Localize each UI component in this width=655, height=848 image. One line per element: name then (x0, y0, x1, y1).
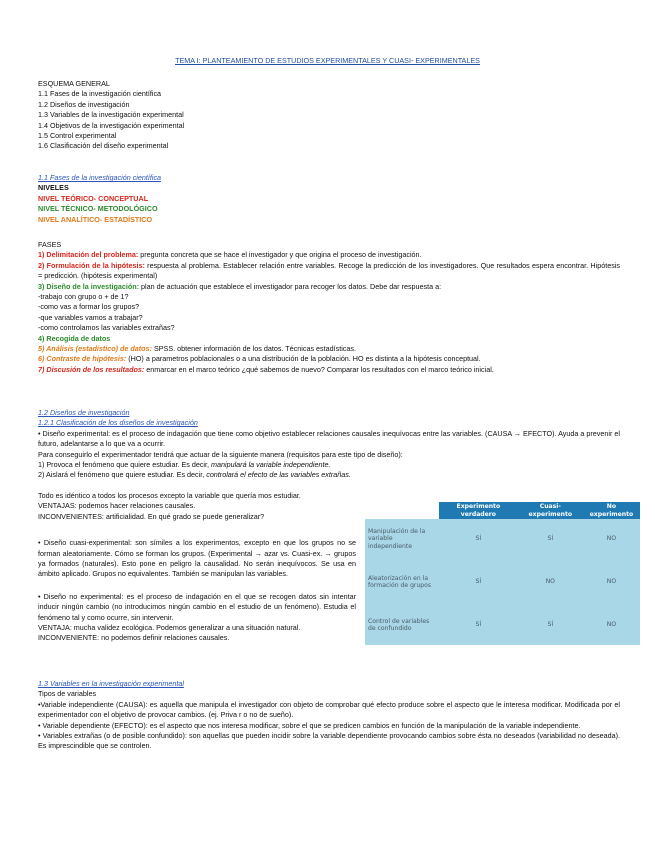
variable-independiente-para: •Variable independiente (CAUSA): es aquella que manipula el investigador con objeto de comprobar qué efecto produce sobre el aspecto que le interesa modificar. Modificada por el experimentador con el objetivo de provocar cambios. (ej. Priva r o no de sueño). (38, 699, 620, 720)
table-header-row (365, 502, 640, 519)
inconvenientes-text: INCONVENIENTES: artificialidad. En qué grado se puede generalizar? (38, 511, 265, 521)
table-corner (365, 502, 439, 519)
table-row-label: Aleatorización en la formación de grupos (365, 559, 439, 605)
fase-3-item: -como vas a formar los grupos? (38, 302, 140, 312)
table-row-label: Manipulación de la variable independiente (365, 519, 439, 559)
document-title: TEMA I: PLANTEAMIENTO DE ESTUDIOS EXPERIMENTALES Y CUASI- EXPERIMENTALES (175, 56, 480, 65)
nivel-teorico: NIVEL TEÓRICO- CONCEPTUAL (38, 193, 149, 203)
requisito-2 (38, 470, 620, 480)
requisito-text: 1) Provoca el fenómeno que quiere estudiar. Es decir, (38, 460, 212, 470)
table-header: Experimento verdadero (439, 502, 518, 519)
no-experimental-para: • Diseño no experimental: es el proceso de indagación en el que se recogen datos sin intentar inducir ningún cambio (no introducimos ningún cambio en el estudio de un fenómeno). Estudia el fenómeno tal y como ocurre, sin intervenir. (38, 591, 356, 622)
fase-text: respuesta al problema. Establecer relación entre variables. Recoge la predicción de los investigadores. Que resultados espera encontrar. Hipótesis = predicción. (hipótesis experimental) (38, 260, 620, 281)
ventaja-2-text: VENTAJA: mucha validez ecológica. Podemos generalizar a una situación natural. (38, 623, 301, 633)
requisitos-text: Para conseguirlo el experimentador tendrá que actuar de la siguiente manera (requisitos para este tipo de diseño): (38, 449, 403, 459)
diseno-left-column (38, 491, 356, 644)
esquema-heading: ESQUEMA GENERAL (38, 79, 110, 88)
section-1-2 (38, 408, 620, 481)
fase-3 (38, 282, 620, 292)
fase-label: 2) Formulación de la hipótesis: (38, 260, 145, 270)
fase-4: 4) Recogida de datos (38, 333, 111, 343)
esquema-item: 1.4 Objetivos de la investigación experimental (38, 120, 185, 130)
esquema-item: 1.2 Diseños de investigación (38, 99, 130, 109)
subsection-heading[interactable]: 1.2.1 Clasificación de los diseños de investigación (38, 418, 198, 428)
table-header: Cuasi-experimento (518, 502, 583, 519)
tipos-label: Tipos de variables (38, 689, 97, 699)
table-cell: SÍ (439, 519, 518, 559)
nivel-tecnico: NIVEL TÉCNICO- METODOLÓGICO (38, 204, 158, 214)
fase-3-item: -trabajo con grupo o + de 1? (38, 292, 129, 302)
diseno-experimental-para: • Diseño experimental: es el proceso de indagación que tiene como objetivo establecer relaciones causales inequívocas entre las variables. (CAUSA → EFECTO). Ayuda a prevenir el futuro, adelantarse a lo que va a ocurrir. (38, 428, 620, 449)
section-heading[interactable]: 1.3 Variables en la investigación experimental (38, 679, 184, 688)
fase-text: SPSS. obtener información de los datos. Técnicas estadísticas. (151, 344, 356, 354)
table-cell: SÍ (439, 605, 518, 645)
fase-text: plan de actuación que establece el investigador para recoger los datos. Debe dar respuesta a: (139, 281, 442, 291)
fase-text: enmarcar en el marco teórico ¿qué sabemos de nuevo? Comparar los resultados con el marco teórico inicial. (144, 364, 494, 374)
variables-extranas-para: • Variables extrañas (o de posible confundido): son aquellas que pueden incidir sobre la variable dependiente provocando cambios sobre ésta no deseados (variabilidad no deseada). Es imprescindible que se controlen. (38, 731, 620, 751)
fase-3-item: -que variables vamos a trabajar? (38, 312, 143, 322)
fases-block (38, 240, 620, 375)
table-row-label: Control de variables de confundido (365, 605, 439, 645)
cuasi-para: • Diseño cuasi-experimental: son símiles a los experimentos, excepto en que los grupos no se forman aleatoriamente. Cómo se forman los grupos. (Experimental → azar vs. Cuasi-ex. → grupos ya formados (naturales). Esto pone en peligro la causalidad. No serán inequívocos. Se usa en ámbito aplicado. Grupos no equivalentes. También se manipulan las variables. (38, 538, 356, 579)
esquema-item: 1.6 Clasificación del diseño experimental (38, 141, 169, 151)
requisito-emph: controlará el efecto de las variables extrañas. (206, 470, 351, 480)
table-cell: NO (518, 559, 583, 605)
comparison-table (365, 502, 640, 645)
fase-5 (38, 344, 620, 354)
fase-text: (HO) a parametros poblacionales o a una distribución de la población. HO es distinta a la hipótesis conceptual. (126, 354, 481, 364)
table-cell: NO (583, 559, 640, 605)
niveles-label: NIVELES (38, 183, 69, 193)
todo-text: Todo es idéntico a todos los procesos excepto la variable que quería mos estudiar. (38, 491, 301, 500)
table-row (365, 559, 640, 605)
fase-6 (38, 354, 620, 364)
fase-label: 5) Análisis (estadístico) de datos: (38, 344, 152, 354)
nivel-analitico: NIVEL ANALÍTICO- ESTADÍSTICO (38, 214, 153, 224)
fase-1 (38, 250, 620, 260)
section-heading[interactable]: 1.1 Fases de la investigación científica (38, 173, 162, 182)
table-cell: NO (583, 519, 640, 559)
fase-3-item: -como controlamos las variables extrañas? (38, 323, 175, 333)
fase-text: pregunta concreta que se hace el investigador y que origina el proceso de investigación. (138, 250, 422, 260)
table-cell: SÍ (518, 605, 583, 645)
esquema-item: 1.1 Fases de la investigación científica (38, 89, 162, 99)
table-cell: SÍ (439, 559, 518, 605)
requisito-emph: manipulará la variable independiente. (211, 460, 331, 470)
ventajas-text: VENTAJAS: podemos hacer relaciones causales. (38, 501, 196, 511)
esquema-item: 1.5 Control experimental (38, 131, 117, 141)
fase-2 (38, 261, 620, 282)
fase-label: 6) Contraste de hipótesis: (38, 354, 127, 364)
variable-dependiente-para: • Variable dependiente (EFECTO): es el aspecto que nos interesa modificar, sobre el que se predicen cambios en función de la manipulación de la variable independiente. (38, 720, 581, 730)
fase-label: 1) Delimitación del problema: (38, 250, 139, 260)
fase-7 (38, 365, 620, 375)
table-header: No experimento (583, 502, 640, 519)
table-cell: NO (583, 605, 640, 645)
fases-label: FASES (38, 240, 62, 249)
fase-label: 7) Discusión de los resultados: (38, 364, 145, 374)
table-cell: SÍ (518, 519, 583, 559)
esquema-general (38, 79, 620, 152)
section-1-3 (38, 679, 620, 752)
esquema-item: 1.3 Variables de la investigación experimental (38, 110, 184, 120)
table-row (365, 519, 640, 559)
fase-label: 3) Diseño de la investigación: (38, 281, 140, 291)
inconveniente-2-text: INCONVENIENTE: no podemos definir relaciones causales. (38, 633, 230, 643)
table-row (365, 605, 640, 645)
section-heading[interactable]: 1.2 Diseños de investigación (38, 408, 130, 417)
requisito-text: 2) Aislará el fenómeno que quiere estudiar. Es decir, (38, 470, 207, 480)
section-1-1 (38, 173, 620, 225)
requisito-1 (38, 460, 620, 470)
